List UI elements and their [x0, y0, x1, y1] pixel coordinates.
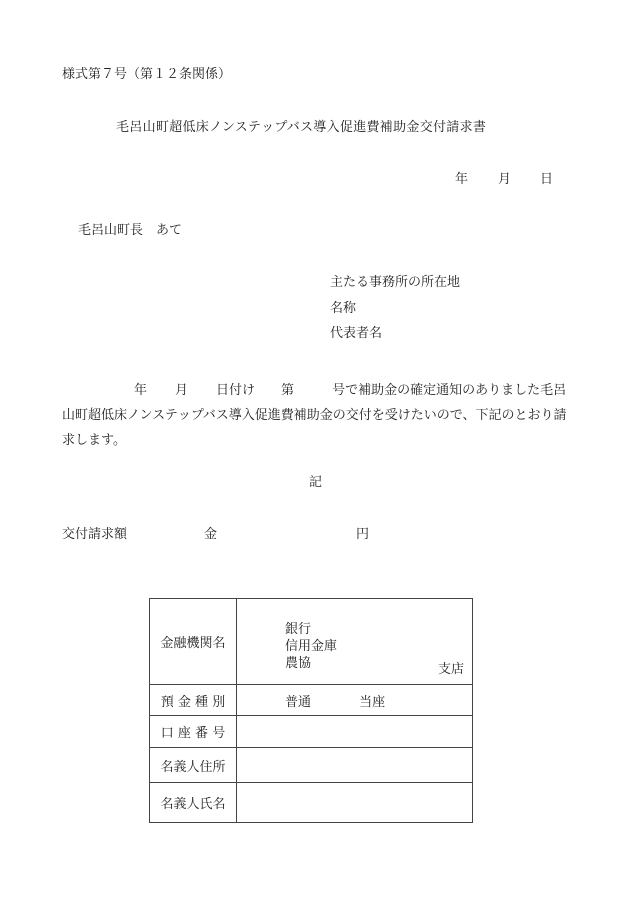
holder-address-value	[237, 748, 473, 783]
deposit-type-checking: 当座	[359, 694, 386, 710]
holder-name-label: 名義人氏名	[150, 783, 237, 823]
document-title: 毛呂山町超低床ノンステップバス導入促進費補助金交付請求書	[116, 120, 487, 135]
institution-type-noukyou: 農協	[285, 656, 312, 671]
table-row	[150, 783, 473, 823]
ki-heading: 記	[309, 475, 323, 490]
table-row	[150, 716, 473, 748]
request-body	[62, 378, 572, 453]
amount-label: 交付請求額	[62, 527, 128, 542]
form-number: 様式第７号（第１２条関係）	[62, 67, 232, 82]
addressee: 毛呂山町長 あて	[78, 223, 183, 238]
branch-label: 支店	[437, 662, 464, 677]
deposit-type-label: 預 金 種 別	[150, 685, 237, 716]
holder-name-value	[237, 783, 473, 823]
body-dai: 第	[281, 383, 295, 398]
body-text: 号で補助金の確定通知のありました毛呂山町超低床ノンステップバス導入促進費補助金の交付を受けたいので、下記のとおり請求します。	[62, 383, 567, 448]
applicant-representative-label: 代表者名	[330, 326, 383, 341]
account-number-value	[237, 716, 473, 748]
applicant-name-label: 名称	[330, 301, 357, 316]
deposit-type-ordinary: 普通	[285, 694, 312, 710]
table-row	[150, 685, 473, 716]
institution-type-bank: 銀行	[285, 622, 312, 637]
institution-value	[237, 599, 473, 685]
date-month: 月	[498, 172, 512, 187]
holder-address-label: 名義人住所	[150, 748, 237, 783]
body-year: 年	[134, 383, 148, 398]
date-year: 年	[455, 172, 469, 187]
body-dated: 日付け	[216, 383, 256, 398]
table-row	[150, 599, 473, 685]
amount-yen: 円	[356, 527, 370, 542]
table-row	[150, 748, 473, 783]
date-day: 日	[540, 172, 554, 187]
institution-type-shinkin: 信用金庫	[285, 639, 338, 654]
amount-kin: 金	[204, 527, 218, 542]
applicant-address-label: 主たる事務所の所在地	[330, 275, 461, 290]
bank-account-table	[149, 598, 473, 823]
institution-label: 金融機関名	[150, 599, 237, 685]
account-number-label: 口 座 番 号	[150, 716, 237, 748]
deposit-type-value	[237, 685, 473, 716]
body-month: 月	[175, 383, 189, 398]
